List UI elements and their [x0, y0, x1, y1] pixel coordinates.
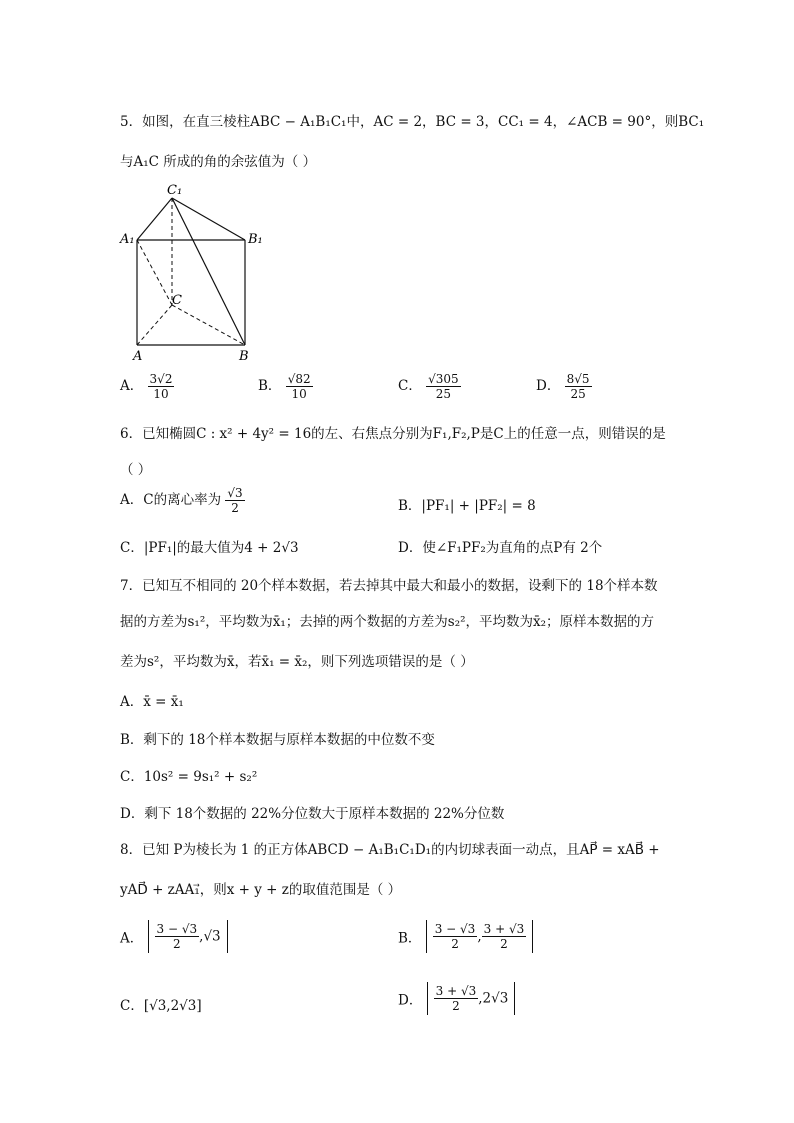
label-b1: B₁: [248, 232, 263, 247]
q6-option-b: B．|PF₁| + |PF₂| = 8: [398, 498, 536, 514]
label-b: B: [239, 349, 249, 364]
q6-line2: （ ）: [120, 462, 152, 478]
q6-option-d: D．使∠F₁PF₂为直角的点P有 2个: [398, 540, 603, 556]
q5-option-c: C． $\frac{√305}{25}$: [398, 372, 459, 401]
q7-line1: 7．已知互不相同的 20个样本数据，若去掉其中最大和最小的数据，设剩下的 18个样本数: [120, 578, 658, 594]
q7-line2: 据的方差为s₁²，平均数为x̄₁；去掉的两个数据的方差为s₂²，平均数为x̄₂；原样本数据的方: [120, 614, 655, 630]
q8-option-c: C．[√3,2√3]: [120, 998, 202, 1014]
label-c: C: [172, 293, 182, 308]
q5-line2: 与A₁C 所成的角的余弦值为（ ）: [120, 154, 317, 170]
q8-option-b: B． $\frac{3 - √3}{2}$ , $\frac{3 + √3}{2}$: [398, 920, 533, 953]
q8-option-d: D． $\frac{3 + √3}{2}$ ,2√3: [398, 982, 515, 1015]
q5-line1: 5．如图，在直三棱柱ABC − A₁B₁C₁中，AC = 2，BC = 3，CC₁ = 4，∠ACB = 90°，则BC₁: [120, 114, 705, 130]
q6-option-c: C．|PF₁|的最大值为4 + 2√3: [120, 540, 299, 556]
q5-option-b: B． $\frac{√82}{10}$: [258, 372, 311, 401]
q7-option-d: D．剩下 18个数据的 22%分位数大于原样本数据的 22%分位数: [120, 806, 505, 822]
label-c1: C₁: [167, 183, 183, 198]
q6-option-a: A．C的离心率为 $\frac{√3}{2}$: [120, 486, 243, 515]
q7-option-a: A．x̄ = x̄₁: [120, 694, 184, 710]
q8-line1: 8．已知 P为棱长为 1 的正方体ABCD − A₁B₁C₁D₁的内切球表面一动点，且AP⃗ = xAB⃗ +: [120, 842, 660, 858]
label-a: A: [133, 349, 143, 364]
q5-option-d: D． $\frac{8√5}{25}$: [536, 372, 590, 401]
q7-line3: 差为s²，平均数为x̄，若x̄₁ = x̄₂，则下列选项错误的是（ ）: [120, 654, 474, 670]
q7-option-c: C．10s² = 9s₁² + s₂²: [120, 769, 258, 785]
label-a1: A₁: [120, 232, 135, 247]
q7-option-b: B．剩下的 18个样本数据与原样本数据的中位数不变: [120, 732, 435, 748]
q6-line1: 6．已知椭圆C : x² + 4y² = 16的左、右焦点分别为F₁,F₂,P是C上的任意一点，则错误的是: [120, 426, 666, 442]
q8-line2: yAD⃗ + zAA₁⃗，则x + y + z的取值范围是（ ）: [120, 882, 402, 898]
q8-option-a: A． $\frac{3 - √3}{2}$ ,√3: [120, 920, 228, 953]
prism-figure: [115, 180, 275, 365]
q5-option-a: A． $\frac{3√2}{10}$: [120, 372, 173, 401]
